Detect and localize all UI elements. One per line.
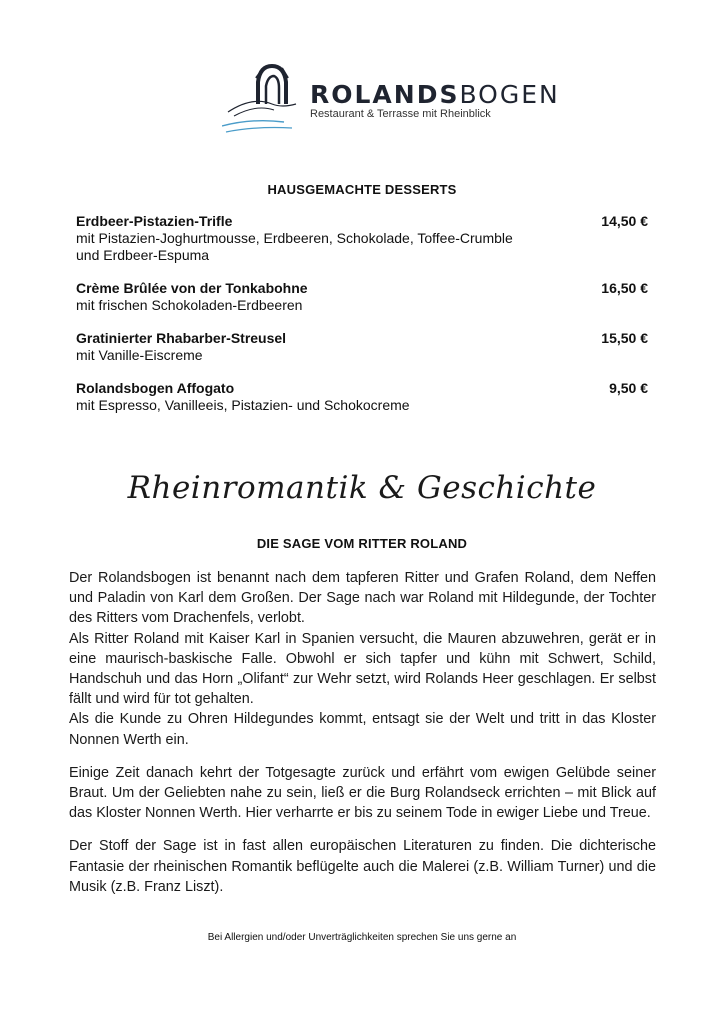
- paragraph-line: Der Rolandsbogen ist benannt nach dem tapferen Ritter und Grafen Roland, dem Neffen und Paladin von Karl dem Großen. Der Sage nach war Roland mit Hildegunde, der Tochter des Ritters vom Drachenfels, verlobt.: [69, 570, 656, 627]
- menu-item: [76, 212, 648, 264]
- arch-logo-icon: [222, 60, 308, 140]
- menu-item-name: Rolandsbogen Affogato: [76, 380, 235, 396]
- legend-title: DIE SAGE VOM RITTER ROLAND: [256, 536, 468, 551]
- menu-item-name: Crème Brûlée von der Tonkabohne: [76, 280, 308, 296]
- menu-item-price: 16,50 €: [601, 280, 648, 296]
- menu-item-name: Erdbeer-Pistazien-Trifle: [76, 213, 233, 229]
- menu-item-description: mit frischen Schokoladen-Erdbeeren: [76, 297, 303, 313]
- menu-item-description: mit Espresso, Vanilleeis, Pistazien- und Schokocreme: [76, 397, 410, 413]
- allergy-footnote: Bei Allergien und/oder Unverträglichkeiten sprechen Sie uns gerne an: [207, 932, 517, 943]
- brand-light: BOGEN: [459, 80, 560, 109]
- paragraph-line: Der Stoff der Sage ist in fast allen europäischen Literaturen zu finden. Die dichterische Fantasie der rheinischen Romantik beflügelte auch die Malerei (z.B. William Turner) und die Musik (z.B. Franz Liszt).: [69, 838, 656, 895]
- dessert-menu: [76, 212, 648, 429]
- menu-item-price: 14,50 €: [601, 213, 648, 229]
- paragraph: [69, 763, 656, 824]
- script-heading: Rheinromantik & Geschichte: [127, 470, 597, 506]
- menu-item-description: mit Vanille-Eiscreme: [76, 347, 203, 363]
- menu-item-price: 9,50 €: [609, 380, 648, 396]
- menu-item-price: 15,50 €: [601, 330, 648, 346]
- paragraph-line: Als Ritter Roland mit Kaiser Karl in Spanien versucht, die Mauren abzuwehren, gerät er in eine maurisch-baskische Falle. Obwohl er sich tapfer und kühn mit Schwert, Schild, Handschuh und das Horn „Olifant“ zur Wehr setzt, wird Rolands Heer geschlagen. Er selbst fällt und wird für tot gehalten.: [69, 630, 656, 708]
- paragraph: [69, 836, 656, 897]
- menu-item-description: mit Pistazien-Joghurtmousse, Erdbeeren, Schokolade, Toffee-Crumble und Erdbeer-Espuma: [76, 230, 513, 263]
- brand-name: [310, 80, 560, 109]
- paragraph: [69, 568, 656, 750]
- paragraph-line: Als die Kunde zu Ohren Hildegundes kommt, entsagt sie der Welt und tritt in das Kloster Nonnen Werth ein.: [69, 711, 656, 748]
- rolandsbogen-logo: [222, 60, 560, 140]
- brand-bold: ROLANDS: [310, 80, 460, 109]
- paragraph-line: Einige Zeit danach kehrt der Totgesagte zurück und erfährt vom ewigen Gelübde seiner Braut. Um der Geliebten nahe zu sein, ließ er die Burg Rolandseck errichten – mit Blick auf das Kloster Nonnen Werth. Hier verharrte er bis zu seinem Tode in ewiger Liebe und Treue.: [69, 764, 656, 822]
- menu-item: [76, 279, 648, 314]
- brand-tagline: Restaurant & Terrasse mit Rheinblick: [310, 108, 491, 120]
- menu-item: [76, 329, 648, 364]
- menu-item: [76, 379, 648, 414]
- menu-item-name: Gratinierter Rhabarber-Streusel: [76, 330, 287, 346]
- desserts-title: HAUSGEMACHTE DESSERTS: [267, 182, 457, 197]
- legend-text: [69, 568, 656, 910]
